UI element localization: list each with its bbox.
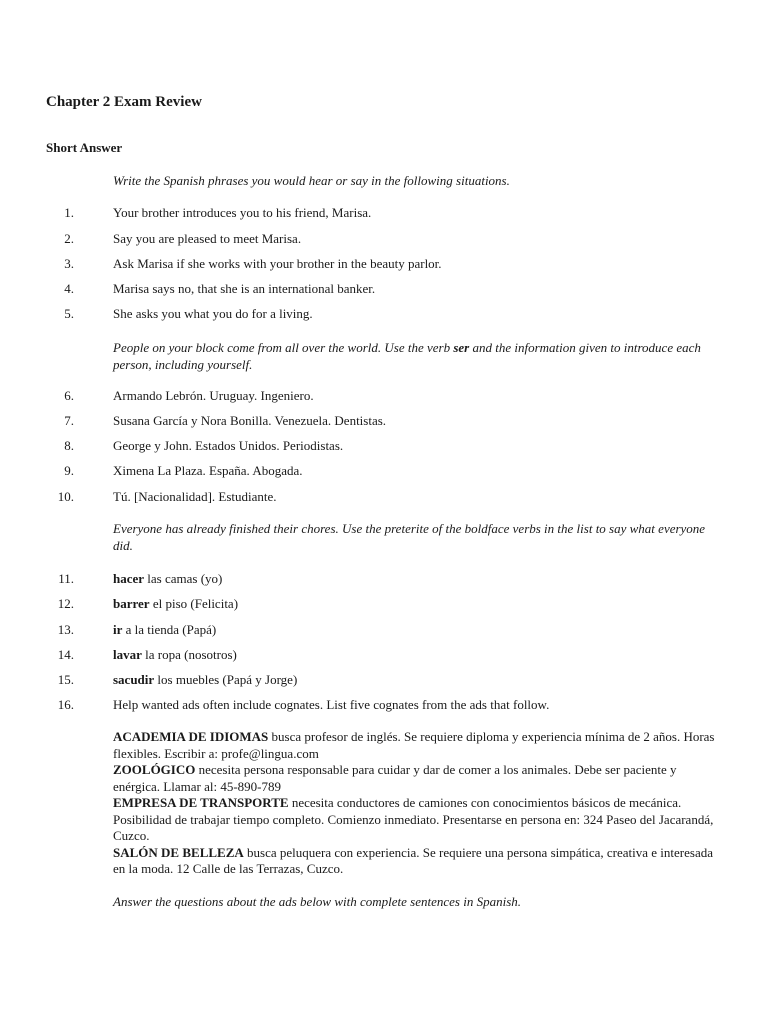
instruction-a: Write the Spanish phrases you would hear or say in the following situations. (113, 173, 510, 188)
item-text: Say you are pleased to meet Marisa. (113, 231, 302, 246)
item-text (113, 621, 216, 638)
item-text: Susana García y Nora Bonilla. Venezuela. Dentistas. (113, 413, 387, 428)
item-verb: barrer (113, 596, 150, 611)
instruction-b-verb: ser (453, 340, 470, 355)
instruction-c: Everyone has already finished their chores. Use the preterite of the boldface verbs in the list to say what everyone did. (113, 521, 706, 553)
item-verb: sacudir (113, 672, 155, 687)
item-rest: la ropa (nosotros) (141, 647, 237, 662)
ad-body: necesita conductores de camiones con conocimientos básicos de mecánica. Posibilidad de trabajar tiempo completo. Comienzo inmediato. Presentarse en persona en: 324 Paseo del Jacarandá, Cuzco. (113, 795, 714, 843)
ad-entry (113, 845, 723, 878)
ad-name: ZOOLÓGICO (113, 762, 196, 777)
item-text: Ximena La Plaza. España. Abogada. (113, 463, 303, 478)
ad-body: busca profesor de inglés. Se requiere diploma y experiencia mínima de 2 años. Horas flexibles. Escribir a: profe@lingua.com (113, 729, 715, 761)
instruction-d: Answer the questions about the ads below with complete sentences in Spanish. (113, 894, 522, 909)
item-number: 5. (64, 306, 74, 321)
item-rest: a la tienda (Papá) (122, 622, 217, 637)
item-number: 11. (58, 571, 74, 586)
item-verb: ir (113, 622, 123, 637)
item-number: 6. (64, 388, 74, 403)
item-number: 2. (64, 231, 74, 246)
item-text (113, 570, 222, 587)
item-text (113, 646, 237, 663)
item-number: 4. (64, 281, 74, 296)
section-heading: Short Answer (46, 140, 123, 155)
item-text: Help wanted ads often include cognates. List five cognates from the ads that follow. (113, 697, 550, 712)
item-number: 13. (57, 622, 74, 637)
item-text (113, 671, 297, 688)
item-rest: los muebles (Papá y Jorge) (154, 672, 298, 687)
item-number: 14. (57, 647, 74, 662)
item-text: George y John. Estados Unidos. Periodistas. (113, 438, 344, 453)
ad-entry (113, 729, 723, 762)
item-number: 7. (64, 413, 74, 428)
item-number: 3. (64, 256, 74, 271)
item-text: Marisa says no, that she is an international banker. (113, 281, 376, 296)
ad-entry (113, 795, 723, 845)
item-text: She asks you what you do for a living. (113, 306, 313, 321)
item-text: Tú. [Nacionalidad]. Estudiante. (113, 489, 277, 504)
item-text: Ask Marisa if she works with your brother in the beauty parlor. (113, 256, 442, 271)
item-number: 16. (57, 697, 74, 712)
ad-name: SALÓN DE BELLEZA (113, 844, 244, 860)
item-rest: el piso (Felicita) (149, 596, 239, 611)
item-text: Armando Lebrón. Uruguay. Ingeniero. (113, 388, 314, 403)
instruction-b (113, 339, 723, 373)
item-rest: las camas (yo) (144, 571, 223, 586)
item-verb: hacer (113, 571, 145, 586)
ad-body: busca peluquera con experiencia. Se requiere una persona simpática, creativa e interesada en la moda. 12 Calle de las Terrazas, Cuzco. (113, 844, 713, 876)
item-number: 1. (64, 205, 74, 220)
ad-name: ACADEMIA DE IDIOMAS (113, 729, 269, 744)
ad-body: necesita persona responsable para cuidar y dar de comer a los animales. Debe ser paciente y enérgica. Llamar al: 45-890-789 (113, 762, 677, 794)
item-text: Your brother introduces you to his friend, Marisa. (113, 205, 372, 220)
item-number: 8. (64, 438, 74, 453)
item-number: 10. (57, 489, 74, 504)
instruction-b-pre: People on your block come from all over the world. Use the verb (113, 340, 454, 355)
ad-entry (113, 762, 723, 795)
item-number: 9. (64, 463, 74, 478)
instruction-b-post: and the information given to introduce each person, including yourself. (113, 340, 701, 372)
item-number: 15. (57, 672, 74, 687)
ad-name: EMPRESA DE TRANSPORTE (113, 795, 289, 810)
help-wanted-ads (113, 729, 723, 878)
page-title: Chapter 2 Exam Review (46, 94, 202, 110)
item-text (113, 595, 238, 612)
item-number: 12. (57, 596, 74, 611)
item-verb: lavar (113, 647, 142, 662)
